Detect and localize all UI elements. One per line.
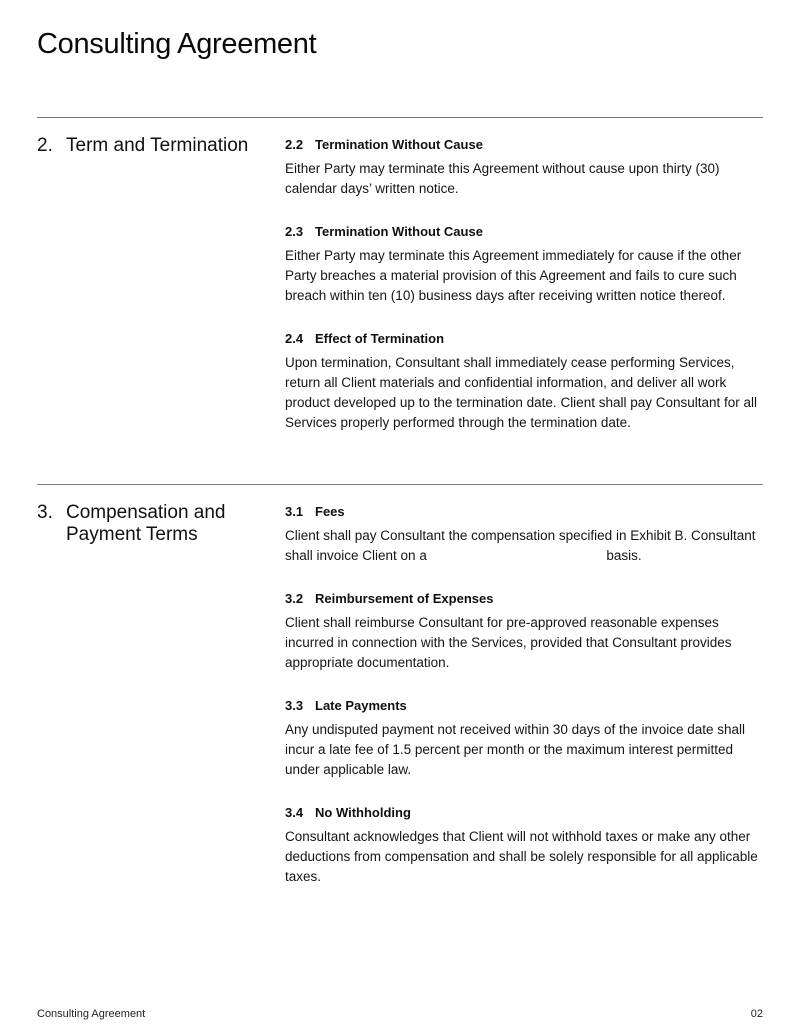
clause-body: Any undisputed payment not received within 30 days of the invoice date shall incur a late fee of 1.5 percent per month or the maximum interest permitted under applicable law. (285, 722, 746, 777)
clause-number: 2.4 (285, 331, 304, 346)
invoice-frequency-blank-field[interactable] (431, 546, 603, 560)
clause-title: Termination Without Cause (315, 224, 483, 239)
clause-title: No Withholding (315, 805, 411, 820)
clause-list (285, 504, 763, 912)
clause-body-text: basis. (606, 548, 642, 563)
clause-number: 2.2 (285, 137, 304, 152)
section-divider (37, 484, 763, 485)
section-heading (37, 502, 257, 546)
clause-heading (285, 331, 763, 347)
section-number: 2. (37, 135, 53, 156)
clause-3-1 (285, 504, 763, 566)
section-heading (37, 135, 257, 157)
clause-body-text: Client shall pay Consultant the compensation specified in Exhibit B. Consultant shall invoice Client on a (285, 528, 756, 563)
clause-heading (285, 504, 763, 520)
clause-heading (285, 805, 763, 821)
page-footer (37, 1008, 763, 1020)
clause-number: 3.1 (285, 504, 304, 519)
clause-body: Consultant acknowledges that Client will not withhold taxes or make any other deductions from compensation and shall be solely responsible for all applicable taxes. (285, 829, 758, 884)
clause-body: Client shall reimburse Consultant for pre-approved reasonable expenses incurred in connection with the Services, provided that Consultant provides appropriate documentation. (285, 615, 732, 670)
section-title: Term and Termination (66, 135, 249, 156)
clause-heading (285, 698, 763, 714)
page-number: 02 (750, 1008, 763, 1020)
clause-number: 3.4 (285, 805, 304, 820)
section-title: Compensation and Payment Terms (66, 502, 226, 545)
clause-list (285, 137, 763, 458)
clause-body: Either Party may terminate this Agreement without cause upon thirty (30) calendar days’ written notice. (285, 161, 720, 196)
clause-3-2 (285, 591, 763, 673)
clause-3-4 (285, 805, 763, 887)
document-title: Consulting Agreement (37, 28, 317, 60)
clause-title: Late Payments (315, 698, 407, 713)
clause-title: Effect of Termination (315, 331, 445, 346)
clause-number: 3.3 (285, 698, 304, 713)
clause-heading (285, 591, 763, 607)
clause-2-4 (285, 331, 763, 433)
footer-document-title: Consulting Agreement (37, 1008, 146, 1020)
clause-number: 2.3 (285, 224, 304, 239)
clause-body (285, 526, 763, 566)
clause-3-3 (285, 698, 763, 780)
clause-body: Either Party may terminate this Agreement immediately for cause if the other Party breaches a material provision of this Agreement and fails to cure such breach within ten (10) business days after receiving written notice thereof. (285, 248, 742, 303)
clause-body: Upon termination, Consultant shall immediately cease performing Services, return all Client materials and confidential information, and deliver all work product developed up to the termination date. Client shall pay Consultant for all Services properly performed through the termination date. (285, 355, 758, 430)
clause-2-2 (285, 137, 763, 199)
clause-title: Reimbursement of Expenses (315, 591, 494, 606)
clause-title: Termination Without Cause (315, 137, 483, 152)
clause-2-3 (285, 224, 763, 306)
clause-title: Fees (315, 504, 345, 519)
clause-heading (285, 137, 763, 153)
section-divider (37, 117, 763, 118)
clause-heading (285, 224, 763, 240)
section-number: 3. (37, 502, 53, 523)
clause-number: 3.2 (285, 591, 304, 606)
